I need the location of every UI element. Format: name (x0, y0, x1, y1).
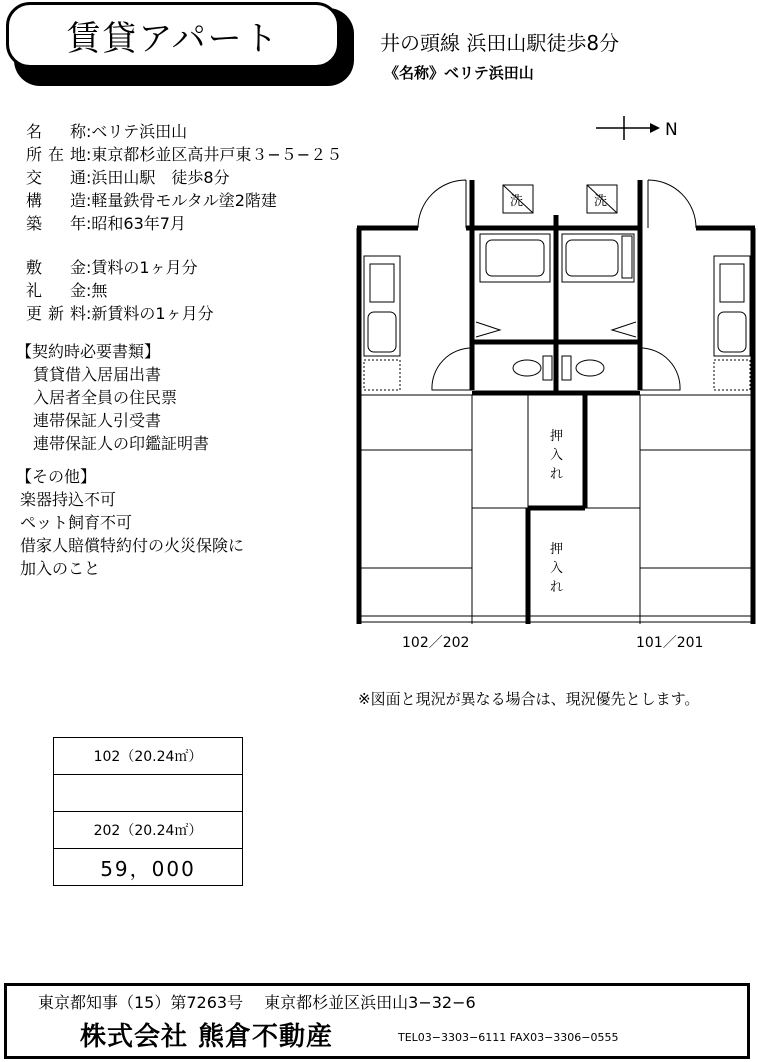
documents-heading: 【契約時必要書類】 (16, 342, 161, 361)
condition-item: 楽器持込不可 (20, 490, 117, 509)
unit-cell-empty (54, 775, 243, 812)
contact-numbers: TEL03−3303−6111 FAX03−3306−0555 (398, 1031, 619, 1044)
property-details (26, 120, 342, 235)
closet-label: 入 (550, 448, 564, 463)
license-address: 東京都知事（15）第7263号 東京都杉並区浜田山3−32−6 (38, 993, 476, 1012)
other-heading: 【その他】 (16, 467, 97, 486)
fee-value: 新賃料の1ヶ月分 (91, 304, 214, 323)
detail-label: 構 造 (26, 191, 86, 210)
fee-value: 無 (91, 281, 108, 300)
page-title: 賃貸アパート (6, 2, 340, 68)
fee-details (26, 256, 214, 325)
closet-label: 押 (550, 542, 564, 557)
closet-label: 入 (550, 561, 564, 576)
other-conditions (16, 465, 244, 580)
closet-label: れ (550, 580, 564, 595)
detail-value: 浜田山駅 徒歩8分 (91, 168, 230, 187)
outer-walls (357, 180, 755, 624)
detail-value: ベリテ浜田山 (91, 122, 188, 141)
fee-row-key-money: 礼 金:無 (26, 281, 108, 300)
detail-row-structure: 構 造:軽量鉄骨モルタル塗2階建 (26, 191, 277, 210)
detail-row-address: 所在地:東京都杉並区高井戸東３−５−２５ (26, 145, 343, 164)
document-item: 賃貸借入居届出書 (33, 365, 162, 384)
access-subtitle: 井の頭線 浜田山駅徒歩8分 (380, 31, 620, 55)
unit-cell-102: 102（20.24㎡） (54, 738, 243, 775)
property-name-heading: 《名称》ベリテ浜田山 (384, 64, 534, 82)
document-item: 連帯保証人引受書 (33, 411, 162, 430)
unit-price-table (53, 737, 243, 886)
fee-row-deposit: 敷 金:賃料の1ヶ月分 (26, 258, 198, 277)
rent-price: 59，000 (54, 849, 243, 886)
plan-notice: ※図面と現況が異なる場合は、現況優先とします。 (358, 690, 700, 708)
condition-item: 借家人賠償特約付の火災保険に (20, 536, 245, 555)
unit-label-left: 102／202 (402, 635, 470, 651)
washer-label: 洗 (594, 194, 608, 209)
floor-plan (340, 110, 758, 660)
detail-value: 東京都杉並区高井戸東３−５−２５ (91, 145, 343, 164)
detail-row-built: 築 年:昭和63年7月 (26, 214, 186, 233)
document-item: 入居者全員の住民票 (33, 388, 178, 407)
closet-labels (550, 428, 563, 595)
fee-value: 賃料の1ヶ月分 (91, 258, 198, 277)
company-name: 株式会社 熊倉不動産 (80, 1022, 334, 1052)
condition-item: 加入のこと (20, 559, 101, 578)
detail-value: 軽量鉄骨モルタル塗2階建 (91, 191, 277, 210)
unit-cell-202: 202（20.24㎡） (54, 812, 243, 849)
north-arrow-icon (596, 116, 660, 140)
condition-item: ペット飼育不可 (20, 513, 133, 532)
detail-label: 名 称 (26, 122, 86, 141)
detail-row-access: 交 通:浜田山駅 徒歩8分 (26, 168, 230, 187)
detail-row-name: 名 称:ベリテ浜田山 (26, 122, 188, 141)
detail-label: 所在地 (26, 145, 86, 164)
detail-value: 昭和63年7月 (91, 214, 186, 233)
washer-space-left (503, 185, 533, 213)
detail-label: 築 年 (26, 214, 86, 233)
fee-label: 礼 金 (26, 281, 86, 300)
required-documents (16, 340, 209, 455)
fee-row-renewal: 更新料:新賃料の1ヶ月分 (26, 304, 214, 323)
north-label: N (665, 120, 678, 140)
document-item: 連帯保証人の印鑑証明書 (33, 434, 210, 453)
detail-label: 交 通 (26, 168, 86, 187)
fee-label: 敷 金 (26, 258, 86, 277)
washer-space-right (587, 185, 617, 213)
closet-label: れ (550, 467, 564, 482)
unit-label-right: 101／201 (636, 635, 704, 651)
fee-label: 更新料 (26, 304, 86, 323)
closet-label: 押 (550, 429, 564, 444)
washer-label: 洗 (510, 194, 524, 209)
